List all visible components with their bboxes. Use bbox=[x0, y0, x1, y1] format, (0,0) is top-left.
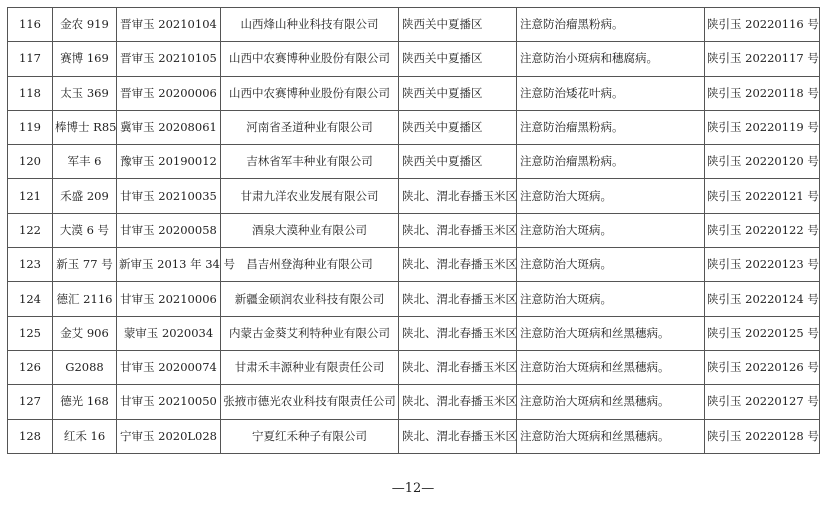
license-number-cell: 陕引玉 20220120 号 bbox=[705, 145, 820, 179]
approval-number-cell: 晋审玉 20210105 bbox=[117, 42, 221, 76]
approval-number-cell: 甘审玉 20200058 bbox=[117, 213, 221, 247]
applicant-cell: 河南省圣道种业有限公司 bbox=[221, 110, 399, 144]
row-number-cell: 124 bbox=[8, 282, 53, 316]
region-cell: 陕北、渭北春播玉米区 bbox=[399, 282, 517, 316]
region-cell: 陕西关中夏播区 bbox=[399, 76, 517, 110]
table-row bbox=[8, 145, 820, 179]
row-number-cell: 118 bbox=[8, 76, 53, 110]
license-number-cell: 陕引玉 20220116 号 bbox=[705, 8, 820, 42]
table-row bbox=[8, 179, 820, 213]
applicant-cell: 甘肃禾丰源种业有限责任公司 bbox=[221, 350, 399, 384]
notes-cell: 注意防治大斑病和丝黑穗病。 bbox=[517, 316, 705, 350]
variety-name-cell: 德光 168 bbox=[53, 385, 117, 419]
notes-cell: 注意防治大斑病。 bbox=[517, 248, 705, 282]
license-number-cell: 陕引玉 20220117 号 bbox=[705, 42, 820, 76]
applicant-cell: 吉林省军丰种业有限公司 bbox=[221, 145, 399, 179]
applicant-cell: 内蒙古金葵艾利特种业有限公司 bbox=[221, 316, 399, 350]
row-number-cell: 122 bbox=[8, 213, 53, 247]
license-number-cell: 陕引玉 20220121 号 bbox=[705, 179, 820, 213]
license-number-cell: 陕引玉 20220118 号 bbox=[705, 76, 820, 110]
license-number-cell: 陕引玉 20220125 号 bbox=[705, 316, 820, 350]
table-row bbox=[8, 213, 820, 247]
variety-name-cell: 禾盛 209 bbox=[53, 179, 117, 213]
applicant-cell: 宁夏红禾种子有限公司 bbox=[221, 419, 399, 453]
region-cell: 陕北、渭北春播玉米区 bbox=[399, 385, 517, 419]
applicant-cell: 酒泉大漠种业有限公司 bbox=[221, 213, 399, 247]
notes-cell: 注意防治大斑病和丝黑穗病。 bbox=[517, 350, 705, 384]
variety-name-cell: 红禾 16 bbox=[53, 419, 117, 453]
notes-cell: 注意防治大斑病和丝黑穗病。 bbox=[517, 419, 705, 453]
notes-cell: 注意防治大斑病和丝黑穗病。 bbox=[517, 385, 705, 419]
table-row bbox=[8, 316, 820, 350]
notes-cell: 注意防治矮花叶病。 bbox=[517, 76, 705, 110]
region-cell: 陕北、渭北春播玉米区 bbox=[399, 179, 517, 213]
variety-name-cell: 金农 919 bbox=[53, 8, 117, 42]
license-number-cell: 陕引玉 20220119 号 bbox=[705, 110, 820, 144]
approval-number-cell: 甘审玉 20210006 bbox=[117, 282, 221, 316]
region-cell: 陕西关中夏播区 bbox=[399, 42, 517, 76]
applicant-cell: 山西烽山种业科技有限公司 bbox=[221, 8, 399, 42]
region-cell: 陕西关中夏播区 bbox=[399, 145, 517, 179]
variety-name-cell: 大漠 6 号 bbox=[53, 213, 117, 247]
license-number-cell: 陕引玉 20220123 号 bbox=[705, 248, 820, 282]
variety-name-cell: G2088 bbox=[53, 350, 117, 384]
notes-cell: 注意防治大斑病。 bbox=[517, 213, 705, 247]
row-number-cell: 127 bbox=[8, 385, 53, 419]
table-row bbox=[8, 42, 820, 76]
applicant-cell: 张掖市德光农业科技有限责任公司 bbox=[221, 385, 399, 419]
region-cell: 陕西关中夏播区 bbox=[399, 8, 517, 42]
license-number-cell: 陕引玉 20220122 号 bbox=[705, 213, 820, 247]
applicant-cell: 昌吉州登海种业有限公司 bbox=[221, 248, 399, 282]
region-cell: 陕北、渭北春播玉米区 bbox=[399, 419, 517, 453]
approval-number-cell: 晋审玉 20200006 bbox=[117, 76, 221, 110]
applicant-cell: 甘肃九洋农业发展有限公司 bbox=[221, 179, 399, 213]
table-body bbox=[8, 8, 820, 454]
license-number-cell: 陕引玉 20220127 号 bbox=[705, 385, 820, 419]
row-number-cell: 117 bbox=[8, 42, 53, 76]
region-cell: 陕北、渭北春播玉米区 bbox=[399, 350, 517, 384]
variety-name-cell: 太玉 369 bbox=[53, 76, 117, 110]
row-number-cell: 125 bbox=[8, 316, 53, 350]
table-row bbox=[8, 282, 820, 316]
variety-name-cell: 德汇 2116 bbox=[53, 282, 117, 316]
license-number-cell: 陕引玉 20220126 号 bbox=[705, 350, 820, 384]
variety-name-cell: 金艾 906 bbox=[53, 316, 117, 350]
approval-number-cell: 豫审玉 20190012 bbox=[117, 145, 221, 179]
table-row bbox=[8, 110, 820, 144]
table-row bbox=[8, 385, 820, 419]
notes-cell: 注意防治瘤黑粉病。 bbox=[517, 110, 705, 144]
region-cell: 陕北、渭北春播玉米区 bbox=[399, 248, 517, 282]
row-number-cell: 123 bbox=[8, 248, 53, 282]
table-row bbox=[8, 248, 820, 282]
notes-cell: 注意防治瘤黑粉病。 bbox=[517, 8, 705, 42]
notes-cell: 注意防治大斑病。 bbox=[517, 179, 705, 213]
notes-cell: 注意防治瘤黑粉病。 bbox=[517, 145, 705, 179]
approval-number-cell: 甘审玉 20210050 bbox=[117, 385, 221, 419]
table-row bbox=[8, 350, 820, 384]
region-cell: 陕北、渭北春播玉米区 bbox=[399, 316, 517, 350]
approval-number-cell: 蒙审玉 2020034 bbox=[117, 316, 221, 350]
variety-name-cell: 新玉 77 号 bbox=[53, 248, 117, 282]
table-row bbox=[8, 8, 820, 42]
applicant-cell: 新疆金硕润农业科技有限公司 bbox=[221, 282, 399, 316]
region-cell: 陕北、渭北春播玉米区 bbox=[399, 213, 517, 247]
variety-name-cell: 军丰 6 bbox=[53, 145, 117, 179]
row-number-cell: 121 bbox=[8, 179, 53, 213]
approval-number-cell: 冀审玉 20208061 bbox=[117, 110, 221, 144]
notes-cell: 注意防治大斑病。 bbox=[517, 282, 705, 316]
variety-name-cell: 棒博士 R85 bbox=[53, 110, 117, 144]
row-number-cell: 119 bbox=[8, 110, 53, 144]
region-cell: 陕西关中夏播区 bbox=[399, 110, 517, 144]
license-number-cell: 陕引玉 20220128 号 bbox=[705, 419, 820, 453]
approval-number-cell: 甘审玉 20210035 bbox=[117, 179, 221, 213]
row-number-cell: 120 bbox=[8, 145, 53, 179]
notes-cell: 注意防治小斑病和穗腐病。 bbox=[517, 42, 705, 76]
row-number-cell: 116 bbox=[8, 8, 53, 42]
page-number: —12— bbox=[391, 481, 435, 496]
approval-number-cell: 新审玉 2013 年 34 号 bbox=[117, 248, 221, 282]
row-number-cell: 126 bbox=[8, 350, 53, 384]
approval-number-cell: 宁审玉 2020L028 bbox=[117, 419, 221, 453]
table-row bbox=[8, 419, 820, 453]
approval-number-cell: 晋审玉 20210104 bbox=[117, 8, 221, 42]
table-row bbox=[8, 76, 820, 110]
applicant-cell: 山西中农赛博种业股份有限公司 bbox=[221, 76, 399, 110]
applicant-cell: 山西中农赛博种业股份有限公司 bbox=[221, 42, 399, 76]
approval-number-cell: 甘审玉 20200074 bbox=[117, 350, 221, 384]
variety-table bbox=[7, 7, 820, 454]
row-number-cell: 128 bbox=[8, 419, 53, 453]
license-number-cell: 陕引玉 20220124 号 bbox=[705, 282, 820, 316]
variety-name-cell: 赛博 169 bbox=[53, 42, 117, 76]
